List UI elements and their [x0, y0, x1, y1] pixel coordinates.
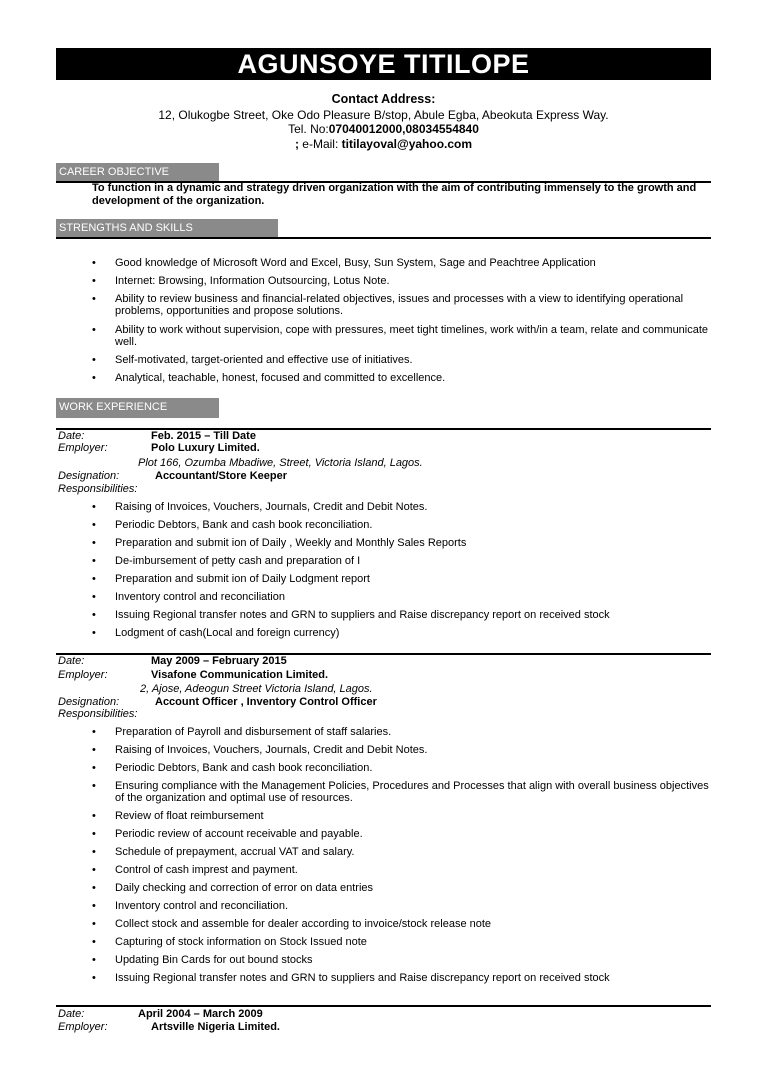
list-item: • Periodic Debtors, Bank and cash book reconciliation. [92, 762, 717, 774]
career-objective-text: To function in a dynamic and strategy driven organization with the aim of contributing immensely to the growth and development of the organization. [92, 182, 697, 207]
list-item: • Review of float reimbursement [92, 810, 717, 822]
tel-label: Tel. No: [288, 122, 329, 136]
job3-employer: Artsville Nigeria Limited. [151, 1021, 280, 1033]
job2-date: May 2009 – February 2015 [151, 655, 287, 667]
job2-responsibilities-list [92, 726, 717, 984]
list-item: • Periodic review of account receivable and payable. [92, 828, 717, 840]
list-item: • Issuing Regional transfer notes and GRN to suppliers and Raise discrepancy report on received stock [92, 972, 717, 984]
list-item: • Lodgment of cash(Local and foreign currency) [92, 627, 717, 639]
list-item: • Preparation and submit ion of Daily Lodgment report [92, 573, 717, 585]
tel-number: 07040012000,08034554840 [328, 122, 479, 136]
job1-designation: Accountant/Store Keeper [155, 470, 288, 482]
list-item: • Preparation of Payroll and disbursement of staff salaries. [92, 726, 717, 738]
list-item: • Ability to review business and financial-related objectives, issues and processes with a view to identifying operational problems, opportunities and propose solutions. [92, 293, 717, 317]
list-item: • Collect stock and assemble for dealer according to invoice/stock release note [92, 918, 717, 930]
job2-address: 2, Ajose, Adeogun Street Victoria Island, Lagos. [140, 683, 373, 695]
list-item: • Schedule of prepayment, accrual VAT and salary. [92, 846, 717, 858]
job3-date-label: Date: [58, 1008, 85, 1020]
strengths-skills-heading: STRENGTHS AND SKILLS [56, 219, 278, 239]
resume-name-banner: AGUNSOYE TITILOPE [56, 48, 711, 80]
list-item: • Issuing Regional transfer notes and GRN to suppliers and Raise discrepancy report on received stock [92, 609, 717, 621]
list-item: • Analytical, teachable, honest, focused and committed to excellence. [92, 372, 717, 384]
list-item: • Good knowledge of Microsoft Word and Excel, Busy, Sun System, Sage and Peachtree Application [92, 257, 717, 269]
job2-divider [56, 1005, 711, 1007]
work-experience-heading: WORK EXPERIENCE [56, 398, 219, 418]
job2-responsibilities-label: Responsibilities: [58, 708, 138, 720]
list-item: • Inventory control and reconciliation [92, 591, 717, 603]
list-item: • Periodic Debtors, Bank and cash book reconciliation. [92, 519, 717, 531]
list-item: • De-imbursement of petty cash and preparation of I [92, 555, 717, 567]
job2-designation-label: Designation: [58, 696, 120, 708]
job2-designation: Account Officer , Inventory Control Officer [155, 696, 377, 708]
job1-date: Feb. 2015 – Till Date [151, 430, 256, 442]
job1-responsibilities-list [92, 501, 717, 639]
list-item: • Preparation and submit ion of Daily , Weekly and Monthly Sales Reports [92, 537, 717, 549]
contact-address: 12, Olukogbe Street, Oke Odo Pleasure B/stop, Abule Egba, Abeokuta Express Way. [158, 108, 609, 122]
job3-date: April 2004 – March 2009 [138, 1008, 263, 1020]
list-item: • Self-motivated, target-oriented and effective use of initiatives. [92, 354, 717, 366]
list-item: • Daily checking and correction of error on data entries [92, 882, 717, 894]
contact-email [56, 137, 711, 151]
contact-telephone [56, 122, 711, 136]
email-prefix: ; [294, 137, 299, 151]
list-item: • Control of cash imprest and payment. [92, 864, 717, 876]
contact-heading: Contact Address: [331, 92, 436, 106]
job2-employer: Visafone Communication Limited. [151, 669, 329, 681]
email-label: e-Mail: [298, 137, 342, 151]
job1-employer-label: Employer: [58, 442, 108, 454]
list-item: • Raising of Invoices, Vouchers, Journals, Credit and Debit Notes. [92, 501, 717, 513]
job1-designation-label: Designation: [58, 470, 120, 482]
job1-address: Plot 166, Ozumba Mbadiwe, Street, Victoria Island, Lagos. [138, 457, 423, 469]
list-item: • Capturing of stock information on Stock Issued note [92, 936, 717, 948]
career-objective-heading: CAREER OBJECTIVE [56, 163, 219, 183]
list-item: • Ability to work without supervision, cope with pressures, meet tight timelines, work with/in a team, relate and communicate well. [92, 324, 717, 348]
list-item: • Ensuring compliance with the Management Policies, Procedures and Processes that align with overall business objectives of the organization and optimal use of resources. [92, 780, 717, 804]
job2-date-label: Date: [58, 655, 85, 667]
job2-employer-label: Employer: [58, 669, 108, 681]
list-item: • Updating Bin Cards for out bound stocks [92, 954, 717, 966]
strengths-skills-divider [56, 237, 711, 239]
list-item: • Inventory control and reconciliation. [92, 900, 717, 912]
job1-responsibilities-label: Responsibilities: [58, 483, 138, 495]
email-address: titilayoval@yahoo.com [341, 137, 473, 151]
list-item: • Internet: Browsing, Information Outsourcing, Lotus Note. [92, 275, 717, 287]
list-item: • Raising of Invoices, Vouchers, Journals, Credit and Debit Notes. [92, 744, 717, 756]
job1-employer: Polo Luxury Limited. [151, 442, 260, 454]
job3-employer-label: Employer: [58, 1021, 108, 1033]
skills-list [92, 257, 717, 384]
job1-date-label: Date: [58, 430, 85, 442]
